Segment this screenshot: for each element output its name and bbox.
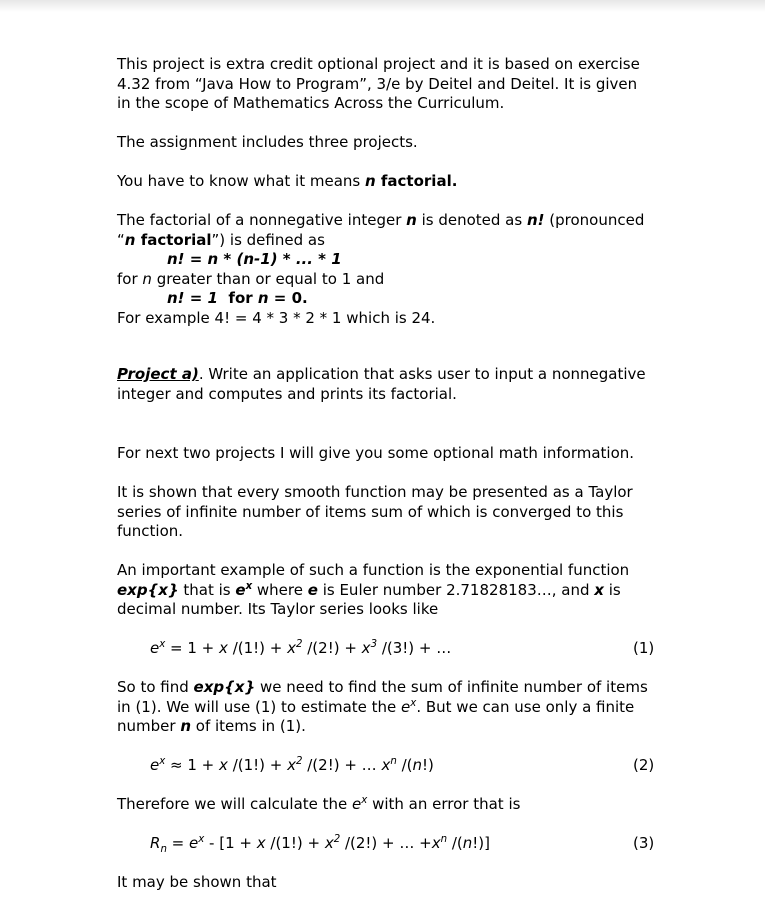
text-run: You have to know what it means xyxy=(117,172,365,190)
formula-approximation xyxy=(117,756,717,776)
text-run: Therefore we will calculate the xyxy=(117,795,353,813)
text-run: e xyxy=(307,580,318,599)
text-run: x xyxy=(219,756,228,774)
text-run: n xyxy=(160,844,167,855)
text-run: . Write an application that asks user to input a nonnegative xyxy=(198,365,646,383)
text-run: /(1!) + xyxy=(265,834,325,852)
text-run: x xyxy=(245,580,253,592)
text-run: 3 xyxy=(370,639,378,650)
document-content xyxy=(117,0,717,893)
formula-approximation-expression xyxy=(150,756,434,774)
text-run: So to find xyxy=(117,678,194,696)
paragraph-exponential-function xyxy=(117,561,717,620)
text-run: /(1!) + xyxy=(227,639,288,657)
text-run: /(3!) + … xyxy=(377,639,452,657)
text-run: n xyxy=(364,172,376,190)
text-run: is xyxy=(603,580,621,599)
paragraph-error-intro xyxy=(117,795,717,815)
text-run: /( xyxy=(396,756,413,774)
text-run: For example 4! = 4 * 3 * 2 * 1 which is 24. xyxy=(117,308,436,327)
text-run: x xyxy=(256,834,266,852)
text-run: x xyxy=(159,639,166,650)
text-run: /(2!) + … + xyxy=(340,834,432,852)
formula-approximation-number: (2) xyxy=(633,756,655,774)
paragraph-factorial-definition xyxy=(117,211,717,328)
text-run: n xyxy=(180,717,191,735)
text-run: /( xyxy=(447,834,463,852)
text-run: n xyxy=(406,211,417,229)
text-run: x xyxy=(410,697,417,709)
text-run: !) xyxy=(422,756,434,774)
paragraph-next-projects-info xyxy=(117,444,717,464)
text-run: e xyxy=(150,639,160,657)
text-run: we need to find the sum of infinite number of items xyxy=(255,678,648,696)
text-run: exp{x} xyxy=(117,580,179,599)
paragraph-assignment-count xyxy=(117,133,717,153)
text-run: of items in (1). xyxy=(191,717,306,735)
text-run: decimal number. Its Taylor series looks like xyxy=(117,600,439,618)
text-run: R xyxy=(150,834,161,852)
text-run: n xyxy=(124,230,136,249)
text-run: - [1 + xyxy=(204,834,257,852)
text-run: that is xyxy=(178,580,236,599)
paragraph-know-factorial xyxy=(117,172,717,192)
text-run: for xyxy=(217,289,258,307)
text-run: 2 xyxy=(296,639,303,650)
text-run: n xyxy=(412,756,423,774)
formula-error-term-expression xyxy=(150,834,490,855)
text-run: x xyxy=(594,580,604,599)
text-run: Project a) xyxy=(117,365,199,383)
text-run: For next two projects I will give you some optional math information. xyxy=(117,444,635,462)
text-run: An important example of such a function is the exponential function xyxy=(117,561,630,579)
text-run: x xyxy=(381,756,391,774)
paragraph-finite-items xyxy=(117,678,717,737)
text-run: (pronounced xyxy=(544,211,645,229)
text-run: x xyxy=(287,639,296,657)
paragraph-it-may-be-shown xyxy=(117,873,717,893)
text-run: ≈ 1 + xyxy=(165,756,220,774)
text-run: x xyxy=(324,834,334,852)
text-run: “ xyxy=(117,230,125,249)
text-run: /(2!) + … xyxy=(302,756,382,774)
text-run: /(1!) + xyxy=(227,756,288,774)
formula-error-term-number: (3) xyxy=(633,834,655,852)
text-run: factorial xyxy=(135,230,212,249)
text-run: The assignment includes three projects. xyxy=(117,133,418,151)
text-run: e xyxy=(150,756,160,774)
text-run: = 1 + xyxy=(165,639,220,657)
text-run: is Euler number 2.71828183…, and xyxy=(317,580,595,599)
text-run: It may be shown that xyxy=(117,873,277,891)
paragraph-project-a xyxy=(117,365,717,404)
text-run: n xyxy=(462,834,473,852)
text-run: n! = 1 xyxy=(167,289,218,307)
text-run: n xyxy=(390,756,397,767)
text-run: function. xyxy=(117,522,184,540)
text-run: = xyxy=(166,834,190,852)
text-run: 2 xyxy=(296,756,303,767)
text-run: It is shown that every smooth function may be presented as a Taylor xyxy=(117,483,633,501)
text-run: e xyxy=(401,697,411,716)
text-run: e xyxy=(235,580,246,599)
formula-taylor-series-number: (1) xyxy=(633,639,655,657)
text-run: n xyxy=(257,289,269,307)
text-run: series of infinite number of items sum of which is converged to this xyxy=(117,502,624,521)
text-run: in (1). We will use (1) to estimate the xyxy=(117,697,402,716)
text-run: x xyxy=(431,834,441,852)
text-run: . But we can use only a finite xyxy=(416,697,635,716)
text-run: factorial. xyxy=(375,172,458,190)
text-run: is denoted as xyxy=(416,211,527,229)
text-run: in the scope of Mathematics Across the Curriculum. xyxy=(117,94,505,112)
text-run: x xyxy=(361,795,368,806)
text-run: with an error that is xyxy=(367,795,521,813)
text-run: e xyxy=(352,795,362,813)
text-run: n xyxy=(142,269,152,288)
text-run: 2 xyxy=(333,834,341,845)
text-run: The factorial of a nonnegative integer xyxy=(117,211,407,229)
text-run: = 0. xyxy=(268,289,308,307)
text-run: integer and computes and prints its factorial. xyxy=(117,384,457,403)
text-run: ”) is defined as xyxy=(211,230,325,249)
paragraph-intro xyxy=(117,55,717,114)
text-run: n! = n * (n-1) * ... * 1 xyxy=(167,250,342,268)
text-run: n! xyxy=(526,211,545,229)
text-run: x xyxy=(361,639,371,657)
text-run: e xyxy=(189,834,199,852)
text-run: /(2!) + xyxy=(302,639,362,657)
text-run: x xyxy=(287,756,296,774)
text-run: x xyxy=(219,639,228,657)
formula-taylor-series xyxy=(117,639,717,659)
text-run: for xyxy=(117,269,143,288)
text-run: x xyxy=(159,756,166,767)
paragraph-taylor-series-intro xyxy=(117,483,717,542)
text-run: number xyxy=(117,717,181,735)
text-run: greater than or equal to 1 and xyxy=(151,269,385,288)
text-run: x xyxy=(198,834,205,845)
text-run: !)] xyxy=(472,834,490,852)
text-run: exp{x} xyxy=(193,678,256,696)
text-run: where xyxy=(252,580,308,599)
text-run: n xyxy=(440,834,448,845)
formula-error-term xyxy=(117,834,717,854)
text-run: This project is extra credit optional project and it is based on exercise xyxy=(117,55,640,73)
formula-taylor-series-expression xyxy=(150,639,451,657)
text-run: 4.32 from “Java How to Program”, 3/e by Deitel and Deitel. It is given xyxy=(117,74,638,93)
